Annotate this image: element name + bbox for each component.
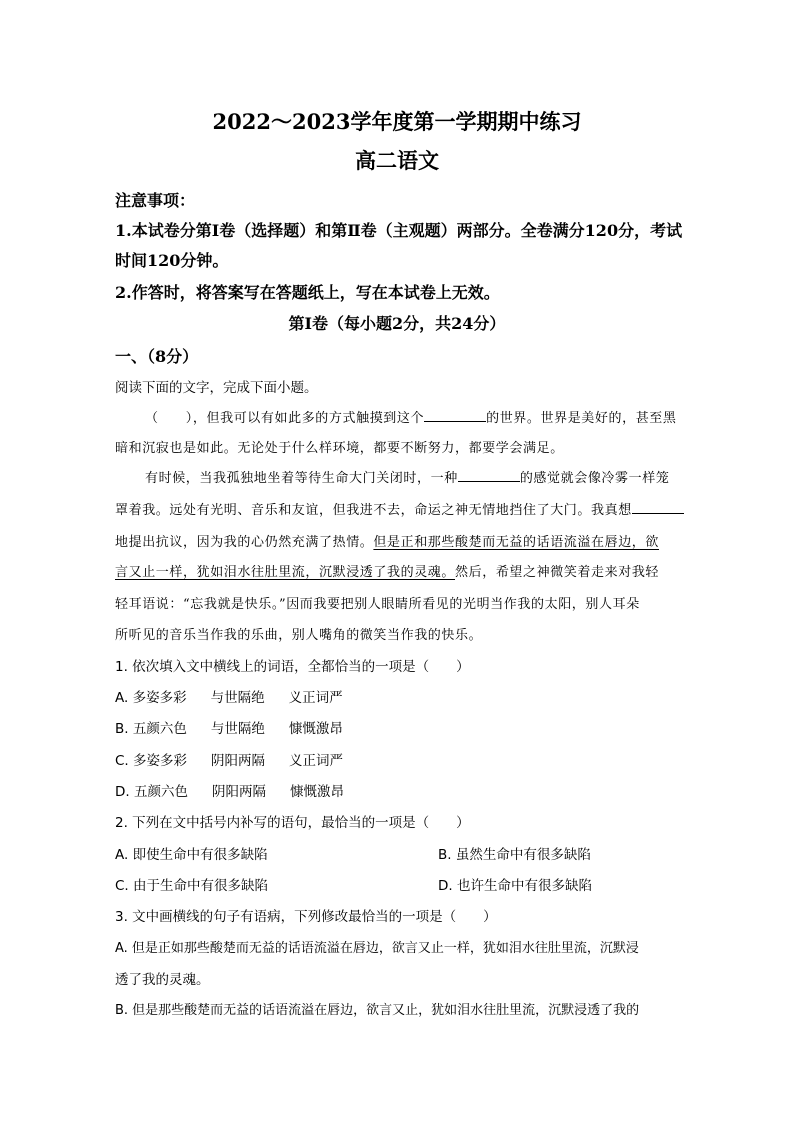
passage-text: 的世界。世界是美好的，甚至黑 <box>486 411 677 426</box>
passage-text: 暗和沉寂也是如此。无论处于什么样环境，都要不断努力，都要学会满足。 <box>115 441 564 456</box>
question-3-option-b-line-1: B. 但是那些酸楚而无益的话语流溢在唇边，欲言又止，犹如泪水往肚里流，沉默浸透了我的 <box>115 1003 640 1018</box>
question-1-option-b <box>115 717 343 737</box>
fill-blank-2 <box>458 469 520 482</box>
fill-blank-1 <box>424 409 486 422</box>
question-3-option-a-line-1: A. 但是正如那些酸楚而无益的话语流溢在唇边，欲言又止一样，犹如泪水往肚里流，沉默浸 <box>115 941 639 956</box>
question-1-option-a <box>115 686 343 706</box>
passage-text: 然后，希望之神微笑着走来对我轻 <box>455 565 660 580</box>
question-2-option-a: A. 即使生命中有很多缺陷 <box>115 847 268 863</box>
passage-line-1 <box>145 407 685 426</box>
option-word: 多姿多彩 <box>132 690 187 706</box>
option-letter: B. <box>115 721 129 737</box>
question-2-option-d: D. 也许生命中有很多缺陷 <box>438 878 592 894</box>
passage-text: 有时候，当我孤独地坐着等待生命大门关闭时，一种 <box>145 471 458 486</box>
question-2-option-b: B. 虽然生命中有很多缺陷 <box>438 847 591 863</box>
option-word: 义正词严 <box>289 753 344 769</box>
underlined-sentence-part-1: 但是正和那些酸楚而无益的话语流溢在唇边，欲 <box>373 535 660 550</box>
passage-line-4 <box>115 499 685 518</box>
underlined-sentence-part-2: 言又止一样，犹如泪水往肚里流，沉默浸透了我的灵魂。 <box>115 565 456 580</box>
option-letter: A. <box>115 690 129 706</box>
passage-line-7: 轻耳语说：“忘我就是快乐。”因而我要把别人眼睛所看见的光明当作我的太阳，别人耳朵 <box>115 597 640 612</box>
notice-item-2: 2.作答时，将答案写在答题纸上，写在本试卷上无效。 <box>115 283 500 302</box>
notice-heading: 注意事项： <box>115 191 196 210</box>
option-word: 与世隔绝 <box>210 721 265 737</box>
question-1-stem: 1. 依次填入文中横线上的词语，全都恰当的一项是（ ） <box>115 659 470 675</box>
notice-item-1-line-1: 1.本试卷分第Ⅰ卷（选择题）和第Ⅱ卷（主观题）两部分。全卷满分120分，考试 <box>115 221 683 240</box>
passage-line-6 <box>115 561 685 580</box>
option-word: 五颜六色 <box>132 721 187 737</box>
question-1-option-d <box>115 780 344 800</box>
notice-item-1-line-2: 时间120分钟。 <box>115 251 229 270</box>
volume-1-heading: 第Ⅰ卷（每小题2分，共24分） <box>288 314 506 333</box>
section-1-heading: 一、（8分） <box>115 347 199 366</box>
exam-subject: 高二语文 <box>355 148 439 173</box>
exam-title: 2022～2023学年度第一学期期中练习 <box>212 109 582 134</box>
passage-text: 罩着我。远处有光明、音乐和友谊，但我进不去，命运之神无情地挡住了大门。我真想 <box>115 503 632 518</box>
option-word: 五颜六色 <box>133 784 188 800</box>
question-3-stem: 3. 文中画横线的句子有语病，下列修改最恰当的一项是（ ） <box>115 909 497 925</box>
option-word: 慷慨激昂 <box>288 721 343 737</box>
question-2-option-c: C. 由于生命中有很多缺陷 <box>115 878 269 894</box>
question-1-option-c <box>115 749 343 769</box>
passage-text: （ ），但我可以有如此多的方式触摸到这个 <box>145 411 425 426</box>
option-word: 阴阳两隔 <box>211 753 266 769</box>
passage-text: 地提出抗议，因为我的心仍然充满了热情。 <box>115 535 374 550</box>
option-letter: D. <box>115 784 130 800</box>
question-2-stem: 2. 下列在文中括号内补写的语句，最恰当的一项是（ ） <box>115 815 470 831</box>
passage-line-3 <box>145 467 685 486</box>
option-word: 多姿多彩 <box>133 753 188 769</box>
passage-line-8: 所听见的音乐当作我的乐曲，别人嘴角的微笑当作我的快乐。 <box>115 628 483 643</box>
option-word: 阴阳两隔 <box>211 784 266 800</box>
option-word: 与世隔绝 <box>210 690 265 706</box>
section-1-instruction: 阅读下面的文字，完成下面小题。 <box>115 380 318 396</box>
fill-blank-3 <box>632 501 684 514</box>
option-word: 慷慨激昂 <box>289 784 344 800</box>
passage-line-5 <box>115 531 685 550</box>
option-word: 义正词严 <box>288 690 343 706</box>
option-letter: C. <box>115 753 129 769</box>
question-3-option-a-line-2: 透了我的灵魂。 <box>115 972 210 988</box>
passage-text: 的感觉就会像冷雾一样笼 <box>519 471 670 486</box>
passage-line-2 <box>115 437 685 456</box>
